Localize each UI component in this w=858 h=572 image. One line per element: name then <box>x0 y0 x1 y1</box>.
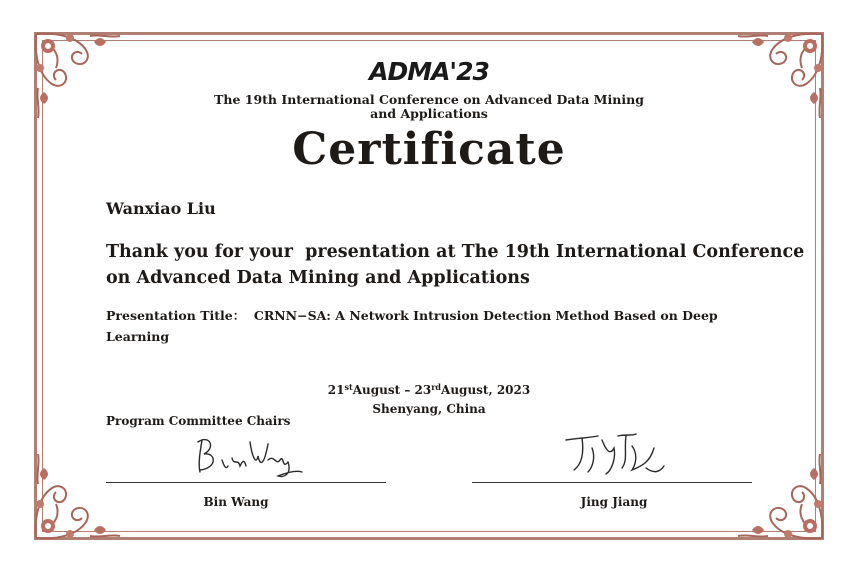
signatory-name-left: Bin Wang <box>203 495 269 509</box>
recipient-name: Wanxiao Liu <box>106 199 216 218</box>
conference-name <box>190 93 668 121</box>
program-committee-chairs-label: Program Committee Chairs <box>106 414 291 428</box>
thank-you-line-1: Thank you for your presentation at The 19th International Conference <box>106 242 805 262</box>
signatory-name-right: Jing Jiang <box>580 495 648 509</box>
signature-line-right <box>472 482 752 483</box>
corner-ornament-bottom-right <box>732 448 828 544</box>
corner-ornament-top-left <box>30 28 126 124</box>
presentation-title <box>106 305 746 347</box>
date-range-middle: August – 23 <box>352 383 432 397</box>
start-day: 21 <box>327 383 345 397</box>
event-dates-location <box>300 381 558 419</box>
thank-you-line-2: on Advanced Data Mining and Applications <box>106 268 530 288</box>
thank-you-message <box>106 239 805 291</box>
conference-name-line-2: and Applications <box>370 106 488 121</box>
start-day-suffix: st <box>344 382 353 392</box>
certificate-title: Certificate <box>292 124 566 175</box>
conference-logo: ADMA'23 <box>369 56 489 86</box>
end-date: August, 2023 <box>441 383 531 397</box>
corner-ornament-bottom-left <box>30 448 126 544</box>
signature-bin-wang <box>192 432 304 480</box>
presentation-title-line-1: Presentation Title： CRNN−SA: A Network Intrusion Detection Method Based on Deep <box>106 308 718 323</box>
signature-line-left <box>106 482 386 483</box>
end-day-suffix: rd <box>431 382 442 392</box>
event-dates <box>300 381 558 400</box>
conference-name-line-1: The 19th International Conference on Advanced Data Mining <box>214 92 644 107</box>
signature-jing-jiang <box>562 428 666 478</box>
corner-ornament-top-right <box>732 28 828 124</box>
presentation-title-line-2: Learning <box>106 329 170 344</box>
event-location: Shenyang, China <box>372 402 486 416</box>
